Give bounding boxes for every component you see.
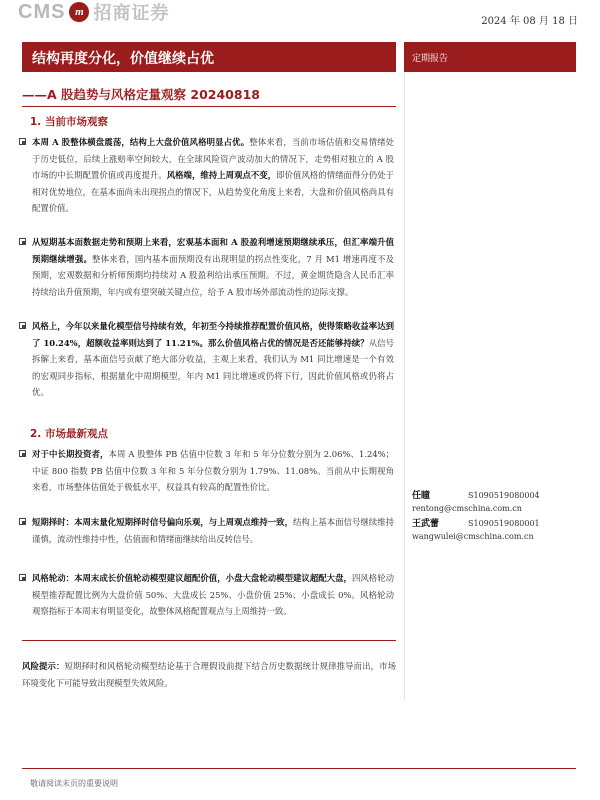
bullet-icon: [19, 322, 26, 329]
section2-paragraph-3: 风格轮动：本周末成长价值轮动模型建议超配价值，小盘大盘轮动模型建议超配大盘，四风格轮动模型推荐配置比例为大盘价值 50%、大盘成长 25%、小盘价值 25%、小盘成长 0%。风格轮动观察指标于本周末有明显变化，故整体风格配置观点与上周维持一致。: [32, 570, 394, 620]
report-title: 结构再度分化，价值继续占优: [32, 51, 214, 67]
footer-rule: [22, 768, 576, 769]
page-header: [0, 0, 600, 40]
report-type-banner: [404, 42, 576, 72]
title-banner: [22, 42, 396, 72]
logo-mark-icon: m: [69, 2, 89, 22]
bullet-icon: [19, 238, 26, 245]
analyst-2: [412, 516, 540, 541]
footer-note: 敬请阅读末页的重要说明: [30, 779, 118, 788]
risk-warning: 风险提示：短期择时和风格轮动模型结论基于合理假设前提下结合历史数据统计规律推导而出，市场环境变化下可能导致出现模型失效风险。: [22, 661, 396, 688]
analyst-email[interactable]: rentong@cmschina.com.cn: [412, 504, 522, 513]
section2-paragraph-1: 对于中长期投资者，本周 A 股整体 PB 估值中位数 3 年和 5 年分位数分别为 2.06%、1.24%；中证 800 指数 PB 估值中位数 3 年和 5 年分位数分别为 1.79%、11.08%。当前从中长期视角来看，市场整体估值处于极低水平，权益具有较高的配置性价比。: [32, 446, 394, 496]
section1-paragraph-2: 从短期基本面数据走势和预期上来看，宏观基本面和 A 股盈利增速预期继续承压，但汇率端升值预期继续增强。整体来看，国内基本面预期没有出现明显的拐点性变化，7 月 M1 增速再度不及预期，宏观数据和分析师预期均持续对 A 股盈利给出承压预期。不过，黄金期货隐含人民币汇率持续给出升值预期，年内或有望突破关键点位，给予 A 股市场外部流动性的边际支撑。: [32, 234, 394, 300]
bullet-icon: [19, 450, 26, 457]
sidebar-divider: [404, 72, 577, 700]
analyst-code: S1090519080001: [468, 519, 540, 528]
analyst-name: 任瞳: [412, 491, 431, 501]
report-subtitle: ——A 股趋势与风格定量观察 20240818: [22, 87, 260, 102]
section1-paragraph-1: 本周 A 股整体横盘震荡，结构上大盘价值风格明显占优。整体来看，当前市场估值和交易情绪处于历史低位，后续上涨赔率空间较大，在全球风险资产波动加大的情况下，走势相对独立的 A 股市场的中长期配置价值或再度提升。风格端，维持上周观点不变，即价值风格的情绪面得分仍处于相对优势地位，在基本面尚未出现拐点的情况下，从趋势变化角度上来看，大盘和价值风格尚具有配置价值。: [32, 134, 394, 217]
section-title-1: 1. 当前市场观察: [30, 116, 108, 128]
analyst-code: S1090519080004: [468, 491, 540, 500]
report-type: 定期报告: [412, 54, 449, 64]
section2-paragraph-2: 短期择时：本周末量化短期择时信号偏向乐观，与上周观点维持一致，结构上基本面信号继续维持谨慎，流动性维持中性，估值面和情绪面继续给出反转信号。: [32, 514, 394, 547]
subtitle-rule: [22, 106, 396, 107]
bullet-icon: [19, 518, 26, 525]
report-date: 2024 年 08 月 18 日: [481, 16, 578, 27]
bullet-icon: [19, 574, 26, 581]
cms-logo: [18, 0, 169, 24]
section-title-2: 2. 市场最新观点: [30, 428, 108, 440]
logo-text-en: CMS: [18, 0, 66, 23]
analyst-name: 王武蕾: [412, 519, 440, 529]
analyst-email[interactable]: wangwulei@cmschina.com.cn: [412, 532, 534, 541]
logo-text-cn: 招商证券: [93, 3, 170, 24]
section1-paragraph-3: 风格上，今年以来量化模型信号持续有效，年初至今持续推荐配置价值风格，使得策略收益率达到了 10.24%，超额收益率则达到了 11.21%。那么价值风格占优的情况是否还能够持续？从信号拆解上来看，基本面信号贡献了绝大部分收益，主观上来看，我们认为 M1 同比增速是一个有效的宏观同步指标，根据量化中周期模型，年内 M1 同比增速或仍将下行，因此价值风格或仍将占优。: [32, 318, 394, 401]
bullet-icon: [19, 138, 26, 145]
analyst-1: [412, 488, 540, 513]
risk-rule: [22, 640, 396, 641]
